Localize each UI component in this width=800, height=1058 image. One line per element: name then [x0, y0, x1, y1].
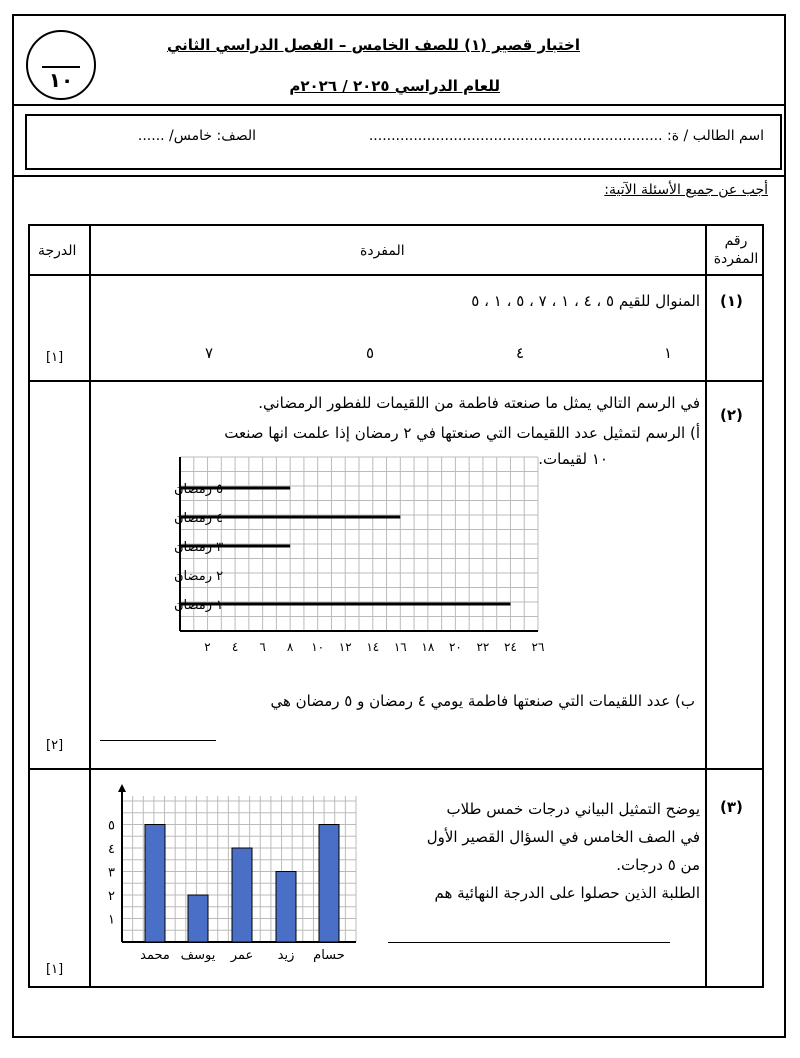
- col-header-grade: الدرجة: [38, 243, 77, 259]
- q2-part-b: ب) عدد اللقيمات التي صنعتها فاطمة يومي ٤ رمضان و ٥ رمضان هي: [270, 692, 695, 710]
- x-tick-label: ٢٠: [448, 640, 462, 654]
- x-tick-label: ٢٢: [476, 640, 490, 654]
- bar: [276, 872, 296, 943]
- x-tick-label: ٦: [259, 640, 266, 654]
- q2-part-a-line1: أ) الرسم لتمثيل عدد اللقيمات التي صنعتها في ٢ رمضان إذا علمت انها صنعت: [224, 424, 700, 442]
- category-label: محمد: [140, 948, 170, 963]
- x-tick-label: ١٤: [366, 640, 380, 654]
- bar: [319, 825, 339, 943]
- score-circle: [26, 30, 96, 100]
- category-label: يوسف: [180, 948, 216, 963]
- q2-horizontal-bar-chart: [100, 455, 550, 665]
- q2-part-a-line2: ١٠ لقيمات.: [538, 450, 608, 468]
- x-tick-label: ١٨: [421, 640, 435, 654]
- category-label: ٤ رمضان: [174, 511, 224, 526]
- info-divider: [14, 175, 784, 177]
- y-axis-arrow: [118, 784, 126, 792]
- category-label: ٢ رمضان: [174, 569, 224, 584]
- y-tick-label: ٢: [108, 889, 115, 904]
- col-header-number: [708, 232, 764, 268]
- student-info-box: [25, 114, 782, 170]
- category-label: ٣ رمضان: [174, 540, 224, 555]
- y-tick-label: ٣: [108, 865, 115, 881]
- x-tick-label: ٤: [231, 640, 239, 654]
- q3-line4: الطلبة الذين حصلوا على الدرجة النهائية هم: [434, 884, 700, 902]
- x-tick-label: ١٢: [338, 640, 352, 654]
- category-label: عمر: [230, 948, 254, 963]
- q3-line1: يوضح التمثيل البياني درجات خمس طلاب: [446, 800, 700, 818]
- q3-line2: في الصف الخامس في السؤال القصير الأول: [426, 828, 700, 846]
- quiz-title: اختبار قصير (١) للصف الخامس – الفصل الدراسي الثاني: [167, 36, 580, 54]
- col-header-number-line1: رقم: [724, 233, 748, 249]
- q1-text: المنوال للقيم ٥ ، ٤ ، ١ ، ٧ ، ٥ ، ١ ، ٥: [471, 292, 700, 310]
- student-name-field[interactable]: اسم الطالب / ة: ..................................................................: [368, 128, 764, 144]
- category-label: ١ رمضان: [174, 598, 224, 613]
- row2-divider: [28, 768, 764, 770]
- col-header-number-line2: المفردة: [713, 251, 759, 267]
- q3-vertical-bar-chart: [100, 782, 362, 974]
- instruction: أجب عن جميع الأسئلة الآتية:: [604, 182, 768, 198]
- x-tick-label: ١٦: [393, 640, 407, 654]
- q1-option-c[interactable]: ٥: [366, 344, 375, 362]
- x-tick-label: ٢: [204, 640, 211, 654]
- x-tick-label: ٢٦: [531, 640, 545, 654]
- q1-number: (١): [720, 292, 743, 310]
- x-tick-label: ٢٤: [504, 640, 517, 654]
- y-tick-label: ٥: [108, 818, 115, 834]
- q2-grade: [٢]: [46, 738, 64, 753]
- bar: [188, 895, 208, 942]
- q3-number: (٣): [720, 798, 743, 816]
- category-label: حسام: [313, 948, 345, 963]
- category-label: زيد: [277, 948, 295, 963]
- row1-divider: [28, 380, 764, 382]
- col-header-item: المفردة: [360, 243, 405, 259]
- x-tick-label: ١٠: [311, 640, 325, 654]
- header-row-divider: [28, 274, 764, 276]
- score-total: ١٠: [48, 68, 74, 92]
- q1-option-d[interactable]: ٧: [205, 344, 214, 362]
- q3-grade: [١]: [46, 962, 64, 977]
- school-year: للعام الدراسي ٢٠٢٥ / ٢٠٢٦م: [289, 77, 500, 95]
- q3-answer-line[interactable]: [388, 942, 670, 943]
- grade-column-divider: [89, 224, 91, 988]
- y-tick-label: ٤: [108, 842, 115, 857]
- bar: [232, 848, 252, 942]
- category-label: ٥ رمضان: [174, 482, 224, 497]
- q2-intro: في الرسم التالي يمثل ما صنعته فاطمة من اللقيمات للفطور الرمضاني.: [258, 394, 700, 412]
- class-field[interactable]: الصف: خامس/ ......: [137, 128, 256, 144]
- q1-grade: [١]: [46, 350, 64, 365]
- x-tick-label: ٨: [286, 640, 294, 654]
- q1-option-b[interactable]: ٤: [516, 344, 525, 362]
- header-divider: [14, 104, 784, 106]
- q2-number: (٢): [720, 406, 743, 424]
- q2-answer-line[interactable]: [100, 740, 216, 741]
- y-tick-label: ١: [108, 912, 115, 928]
- q3-line3: من ٥ درجات.: [616, 856, 700, 874]
- q1-option-a[interactable]: ١: [664, 344, 673, 362]
- bar: [145, 825, 165, 943]
- number-column-divider: [705, 224, 707, 988]
